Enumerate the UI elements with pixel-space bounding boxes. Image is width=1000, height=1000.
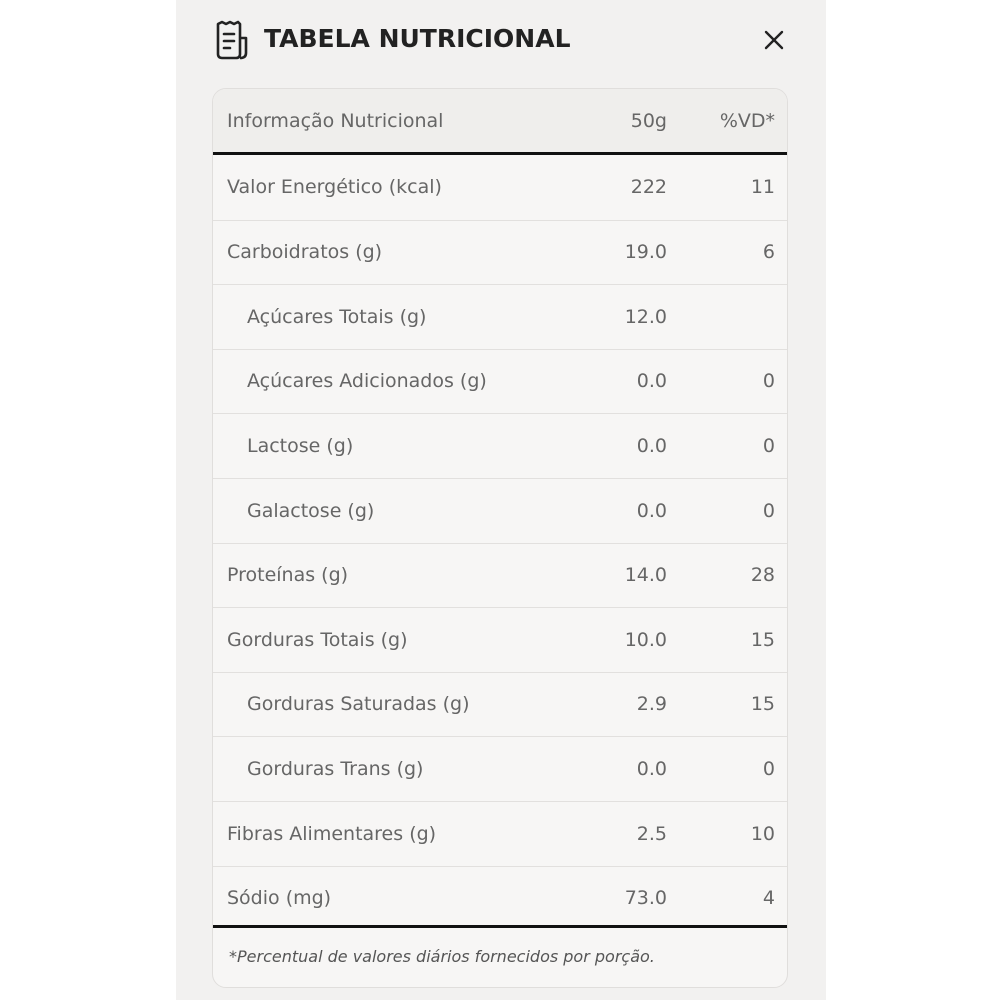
column-header-vd: %VD* <box>719 110 775 132</box>
nutrient-daily-value: 11 <box>750 176 775 198</box>
nutrient-label: Valor Energético (kcal) <box>227 176 442 198</box>
nutrient-daily-value: 28 <box>750 564 775 586</box>
nutrient-daily-value: 15 <box>750 629 775 651</box>
table-row <box>213 736 788 801</box>
nutrient-label: Fibras Alimentares (g) <box>227 823 437 845</box>
nutrient-amount: 222 <box>630 176 667 198</box>
nutrition-table <box>212 88 788 988</box>
nutrient-daily-value: 10 <box>750 823 775 845</box>
table-row <box>213 155 788 220</box>
nutrient-amount: 2.9 <box>636 693 667 715</box>
nutrient-label: Proteínas (g) <box>227 564 349 586</box>
close-icon[interactable] <box>762 28 786 52</box>
nutrient-daily-value: 0 <box>762 370 775 392</box>
table-row <box>213 672 788 736</box>
nutrient-amount: 0.0 <box>636 500 667 522</box>
nutrient-amount: 73.0 <box>624 887 667 909</box>
nutrient-daily-value: 4 <box>762 887 775 909</box>
nutrient-label: Açúcares Adicionados (g) <box>247 370 487 392</box>
nutrient-daily-value: 0 <box>762 758 775 780</box>
table-row <box>213 801 788 866</box>
nutrient-daily-value: 6 <box>762 241 775 263</box>
table-row <box>213 284 788 349</box>
column-header-amount: 50g <box>630 110 667 132</box>
nutrient-daily-value: 0 <box>762 500 775 522</box>
table-row <box>213 543 788 607</box>
panel-title: TABELA NUTRICIONAL <box>264 24 571 53</box>
column-header-info: Informação Nutricional <box>227 110 444 132</box>
nutrient-amount: 14.0 <box>624 564 667 586</box>
panel-header <box>212 18 792 64</box>
nutrient-amount: 0.0 <box>636 758 667 780</box>
table-row <box>213 349 788 413</box>
nutrient-label: Sódio (mg) <box>227 887 332 909</box>
table-footnote: *Percentual de valores diários fornecidos por porção. <box>229 947 655 966</box>
nutrient-amount: 0.0 <box>636 370 667 392</box>
table-row <box>213 220 788 284</box>
table-header-row <box>213 89 788 155</box>
nutrient-label: Gorduras Saturadas (g) <box>247 693 470 715</box>
nutrient-label: Carboidratos (g) <box>227 241 383 263</box>
nutrient-amount: 2.5 <box>636 823 667 845</box>
nutrient-amount: 19.0 <box>624 241 667 263</box>
nutrient-amount: 0.0 <box>636 435 667 457</box>
table-row <box>213 413 788 478</box>
nutrient-label: Gorduras Trans (g) <box>247 758 424 780</box>
table-row <box>213 866 788 930</box>
nutrient-label: Galactose (g) <box>247 500 375 522</box>
nutrient-amount: 10.0 <box>624 629 667 651</box>
nutrition-document-icon <box>214 20 250 60</box>
table-bottom-rule <box>213 925 788 928</box>
nutrient-daily-value: 15 <box>750 693 775 715</box>
nutrient-daily-value: 0 <box>762 435 775 457</box>
nutrient-amount: 12.0 <box>624 306 667 328</box>
nutrient-label: Gorduras Totais (g) <box>227 629 408 651</box>
table-row <box>213 478 788 543</box>
table-row <box>213 607 788 672</box>
nutrient-label: Açúcares Totais (g) <box>247 306 427 328</box>
nutrient-label: Lactose (g) <box>247 435 354 457</box>
